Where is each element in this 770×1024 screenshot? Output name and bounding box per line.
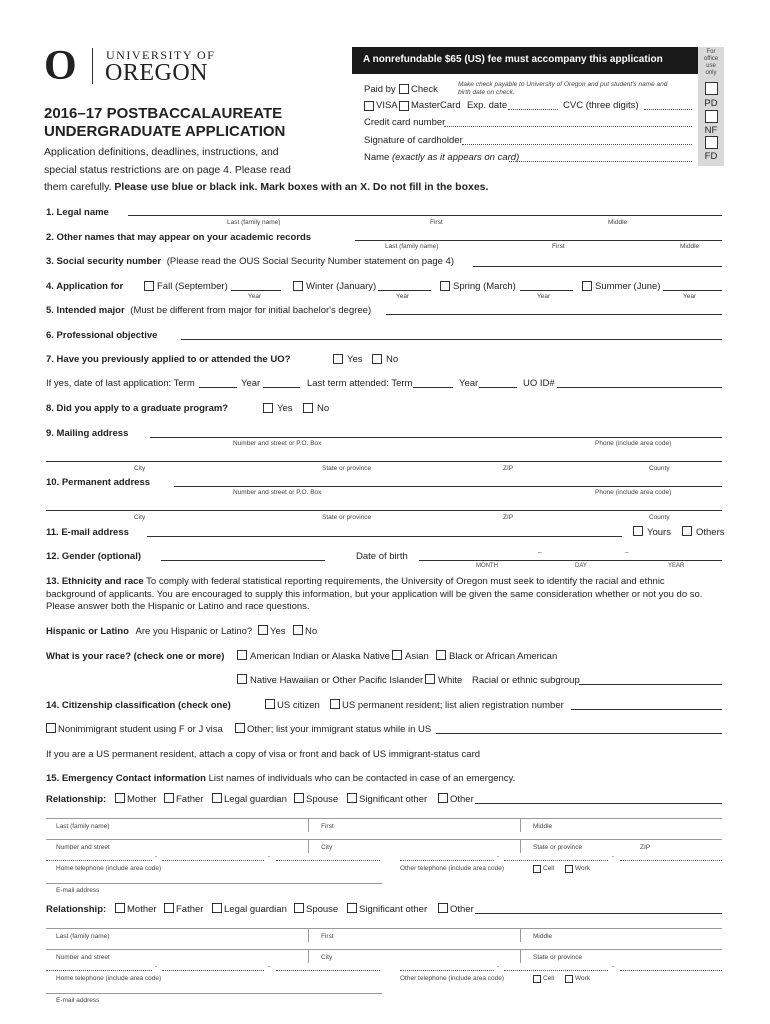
q3-note: (Please read the OUS Social Security Number statement on page 4)	[166, 256, 455, 267]
contact1-home-tel-prefix[interactable]	[162, 860, 264, 861]
contact1-guardian-checkbox[interactable]	[212, 793, 222, 803]
q8-yes-label: Yes	[277, 403, 293, 414]
race-4-label: Native Hawaiian or Other Pacific Islander	[250, 675, 424, 686]
contact2-guardian-checkbox[interactable]	[212, 903, 222, 913]
card-name-label	[364, 152, 519, 163]
summer-label: Summer (June)	[595, 281, 661, 292]
contact1-other-tel-sub: Other telephone (include area code)	[400, 865, 505, 872]
check-checkbox[interactable]	[399, 84, 409, 94]
q7-ifyes-label: If yes, date of last application: Term	[46, 378, 195, 389]
paid-by-label: Paid by	[364, 84, 396, 95]
q4-label: 4. Application for	[46, 281, 124, 292]
visa-label: VISA	[376, 100, 398, 111]
contact1-home-dash-2: -	[268, 853, 271, 860]
contact2-home-tel-area[interactable]	[46, 970, 152, 971]
contact2-state-sub: State or province	[533, 954, 583, 961]
race-3-label: Black or African American	[449, 651, 558, 662]
oregon-text: OREGON	[105, 60, 208, 86]
contact2-sigother-label: Significant other	[359, 904, 428, 915]
q9-city-sub: City	[134, 465, 146, 472]
q15-heading	[46, 773, 515, 784]
contact1-other-tel-number[interactable]	[620, 860, 722, 861]
make-check-note-2: birth date on check.	[458, 89, 515, 96]
permanent-city-field[interactable]	[46, 510, 722, 511]
fall-label: Fall (September)	[157, 281, 228, 292]
race-5-label: White	[438, 675, 463, 686]
q3-label-row	[46, 256, 454, 267]
summer-checkbox[interactable]	[582, 281, 592, 291]
contact1-email-sub: E-mail address	[56, 887, 100, 894]
q8-label: 8. Did you apply to a graduate program?	[46, 403, 229, 414]
q12-label: 12. Gender (optional)	[46, 551, 142, 562]
intro-text-3a: them carefully.	[44, 181, 115, 193]
hispanic-row	[46, 626, 252, 637]
contact1-work-label: Work	[575, 865, 591, 872]
email-yours-label: Yours	[647, 527, 671, 538]
race-3-checkbox[interactable]	[436, 650, 446, 660]
q5-label-row	[46, 305, 371, 316]
cvc-field[interactable]	[644, 109, 692, 110]
race-2-checkbox[interactable]	[392, 650, 402, 660]
contact2-work-label: Work	[575, 975, 591, 982]
q1-sub-middle: Middle	[608, 219, 628, 226]
dob-dash-1: –	[538, 549, 542, 556]
q8-yes-checkbox[interactable]	[263, 403, 273, 413]
exp-date-field[interactable]	[508, 109, 558, 110]
contact1-state-sub: State or province	[533, 844, 583, 851]
other-status-label: Other; list your immigrant status while in US	[247, 724, 432, 735]
contact2-other-checkbox[interactable]	[438, 903, 448, 913]
uo-logo	[44, 45, 77, 87]
contact2-sep-2	[520, 928, 521, 942]
signature-field[interactable]	[462, 144, 692, 145]
spring-year-label: Year	[537, 293, 551, 300]
cvc-label: CVC (three digits)	[563, 100, 639, 111]
contact2-city-sub: City	[321, 954, 333, 961]
contact2-home-tel-sub: Home telephone (include area code)	[56, 975, 162, 982]
immigrant-status-field[interactable]	[436, 733, 722, 734]
contact2-other-tel-number[interactable]	[620, 970, 722, 971]
contact2-sep-1	[308, 928, 309, 942]
q2-sub-middle: Middle	[680, 243, 700, 250]
q10-zip-sub: ZIP	[503, 514, 514, 521]
contact1-guardian-label: Legal guardian	[224, 794, 287, 805]
contact2-name-line[interactable]	[46, 928, 722, 929]
contact2-spouse-label: Spouse	[306, 904, 339, 915]
fall-year-field[interactable]	[231, 290, 281, 291]
q9-phone-sub: Phone (include area code)	[595, 440, 672, 447]
logo-divider	[92, 48, 93, 84]
contact2-sep-4	[520, 949, 521, 963]
winter-checkbox[interactable]	[293, 281, 303, 291]
contact1-address-line[interactable]	[46, 839, 722, 840]
contact1-street-sub: Number and street	[56, 844, 110, 851]
contact1-sigother-checkbox[interactable]	[347, 793, 357, 803]
email-others-checkbox[interactable]	[682, 526, 692, 536]
race-1-label: American Indian or Alaska Native	[250, 651, 390, 662]
intro-text-2: special status restrictions are on page 4. Please read	[44, 164, 291, 176]
contact2-other-tel-area[interactable]	[400, 970, 494, 971]
contact2-other-dash-1: -	[497, 963, 500, 970]
fall-year-label: Year	[248, 293, 262, 300]
contact1-sep-1	[308, 818, 309, 832]
intro-text-3b: Please use blue or black ink. Mark boxes with an X. Do not fill in the boxes.	[114, 181, 489, 193]
q10-phone-sub: Phone (include area code)	[595, 489, 672, 496]
contact1-relationship-label: Relationship:	[46, 794, 107, 805]
visa-checkbox[interactable]	[364, 101, 374, 111]
contact1-cell-label: Cell	[543, 865, 555, 872]
page-title-line2: UNDERGRADUATE APPLICATION	[44, 123, 286, 140]
office-code-fd: FD	[704, 151, 718, 162]
race-question: What is your race? (check one or more)	[46, 651, 225, 662]
q7-yes-label: Yes	[347, 354, 363, 365]
contact2-address-line[interactable]	[46, 949, 722, 950]
hispanic-question: Are you Hispanic or Latino?	[135, 626, 253, 637]
contact1-other-dash-2: -	[612, 853, 615, 860]
office-box-1	[705, 82, 718, 95]
card-name-field[interactable]	[509, 161, 692, 162]
q2-sub-first: First	[552, 243, 565, 250]
intended-major-field[interactable]	[386, 314, 722, 315]
ssn-field[interactable]	[473, 266, 722, 267]
contact1-email-line[interactable]	[46, 883, 382, 884]
winter-year-field[interactable]	[378, 290, 431, 291]
credit-card-number-field[interactable]	[444, 126, 692, 127]
other-status-checkbox[interactable]	[235, 723, 245, 733]
alien-registration-field[interactable]	[571, 709, 722, 710]
contact2-last-sub: Last (family name)	[56, 933, 110, 940]
contact2-mother-label: Mother	[127, 904, 157, 915]
legal-name-field[interactable]	[128, 215, 722, 216]
q9-label: 9. Mailing address	[46, 428, 129, 439]
card-name-label-text: Name	[364, 152, 392, 163]
q2-sub-last: Last (family name)	[385, 243, 439, 250]
q13-text-1a: To comply with federal statistical reporting requirements, the University of Oregon must seek to identify the racial and ethnic	[143, 576, 665, 587]
contact1-home-tel-sub: Home telephone (include area code)	[56, 865, 162, 872]
q13-text-3: Please answer both the Hispanic or Latino and race questions.	[46, 601, 310, 612]
dob-field[interactable]	[419, 560, 722, 561]
race-subgroup-field[interactable]	[579, 684, 722, 685]
contact2-relationship-label: Relationship:	[46, 904, 107, 915]
winter-year-label: Year	[396, 293, 410, 300]
office-use-label-1: For	[706, 49, 716, 55]
contact1-sep-4	[520, 839, 521, 853]
office-code-nf: NF	[704, 125, 718, 136]
contact2-mother-checkbox[interactable]	[115, 903, 125, 913]
q8-no-label: No	[317, 403, 330, 414]
contact1-father-label: Father	[176, 794, 204, 805]
email-yours-checkbox[interactable]	[633, 526, 643, 536]
contact2-street-sub: Number and street	[56, 954, 110, 961]
q7-no-checkbox[interactable]	[372, 354, 382, 364]
office-use-label-2: office	[703, 56, 719, 62]
contact1-other-label: Other	[450, 794, 474, 805]
contact2-home-dash-1: -	[155, 963, 158, 970]
contact2-middle-sub: Middle	[533, 933, 553, 940]
contact1-spouse-checkbox[interactable]	[294, 793, 304, 803]
summer-year-label: Year	[683, 293, 697, 300]
contact2-sep-3	[308, 949, 309, 963]
q9-state-sub: State or province	[322, 465, 372, 472]
race-subgroup-label: Racial or ethnic subgroup	[472, 675, 580, 686]
q9-zip-sub: ZIP	[503, 465, 514, 472]
dob-year-sub: YEAR	[668, 563, 685, 569]
intro-text-1: Application definitions, deadlines, instructions, and	[44, 146, 279, 158]
professional-objective-field[interactable]	[181, 339, 722, 340]
q10-street-sub: Number and street or P.O. Box	[233, 489, 322, 496]
contact2-other-field[interactable]	[475, 913, 722, 914]
contact2-father-checkbox[interactable]	[164, 903, 174, 913]
contact1-sep-2	[520, 818, 521, 832]
q3-label: 3. Social security number	[46, 256, 162, 267]
contact1-name-line[interactable]	[46, 818, 722, 819]
contact1-other-field[interactable]	[475, 803, 722, 804]
hispanic-no-label: No	[305, 626, 318, 637]
q15-text: List names of individuals who can be contacted in case of an emergency.	[205, 773, 516, 784]
us-citizen-checkbox[interactable]	[265, 699, 275, 709]
q11-label: 11. E-mail address	[46, 527, 129, 538]
contact1-work-checkbox[interactable]	[565, 865, 573, 873]
q15-label: 15. Emergency Contact information	[46, 773, 206, 784]
q10-city-sub: City	[134, 514, 146, 521]
winter-label: Winter (January)	[306, 281, 377, 292]
contact2-home-tel-number[interactable]	[276, 970, 380, 971]
contact1-first-sub: First	[321, 823, 334, 830]
mastercard-label: MasterCard	[411, 100, 461, 111]
contact1-sigother-label: Significant other	[359, 794, 428, 805]
other-names-field[interactable]	[355, 240, 722, 241]
contact1-mother-checkbox[interactable]	[115, 793, 125, 803]
nonimmigrant-checkbox[interactable]	[46, 723, 56, 733]
email-field[interactable]	[147, 536, 622, 537]
contact2-home-dash-2: -	[268, 963, 271, 970]
us-perm-checkbox[interactable]	[330, 699, 340, 709]
office-box-3	[705, 136, 718, 149]
q5-label: 5. Intended major	[46, 305, 125, 316]
q7-no-label: No	[386, 354, 399, 365]
dob-label: Date of birth	[356, 551, 408, 562]
contact2-spouse-checkbox[interactable]	[294, 903, 304, 913]
q1-sub-first: First	[430, 219, 443, 226]
contact1-other-dash-1: -	[497, 853, 500, 860]
email-others-label: Others	[696, 527, 725, 538]
contact2-home-tel-prefix[interactable]	[162, 970, 264, 971]
fee-banner-text: A nonrefundable $65 (US) fee must accompany this application	[363, 54, 663, 65]
uo-logo-mark: O	[44, 43, 77, 89]
contact1-home-tel-number[interactable]	[276, 860, 380, 861]
exp-date-label: Exp. date	[467, 100, 508, 111]
mastercard-checkbox[interactable]	[399, 101, 409, 111]
q10-state-sub: State or province	[322, 514, 372, 521]
spring-checkbox[interactable]	[440, 281, 450, 291]
contact2-first-sub: First	[321, 933, 334, 940]
page-title-line1: 2016–17 POSTBACCALAUREATE	[44, 105, 283, 122]
q7-year-label: Year	[241, 378, 261, 389]
q1-label: 1. Legal name	[46, 207, 109, 218]
contact1-sep-3	[308, 839, 309, 853]
gender-field[interactable]	[161, 560, 325, 561]
contact1-other-tel-area[interactable]	[400, 860, 494, 861]
office-use-label-4: only	[705, 70, 717, 76]
hispanic-yes-checkbox[interactable]	[258, 625, 268, 635]
contact1-city-sub: City	[321, 844, 333, 851]
contact2-other-label: Other	[450, 904, 474, 915]
q7-year-field[interactable]	[263, 387, 300, 388]
contact2-cell-checkbox[interactable]	[533, 975, 541, 983]
q1-sub-last: Last (family name)	[227, 219, 281, 226]
q9-county-sub: County	[649, 465, 670, 472]
race-2-label: Asian	[405, 651, 429, 662]
q7-year2-label: Year	[459, 378, 479, 389]
university-of-text: UNIVERSITY OF	[106, 48, 216, 62]
q7-yes-checkbox[interactable]	[333, 354, 343, 364]
signature-label: Signature of cardholder	[364, 135, 463, 146]
contact1-other-tel-prefix[interactable]	[504, 860, 608, 861]
dob-day-sub: DAY	[575, 563, 587, 569]
office-code-pd: PD	[704, 98, 718, 109]
contact1-father-checkbox[interactable]	[164, 793, 174, 803]
q10-county-sub: County	[649, 514, 670, 521]
contact2-guardian-label: Legal guardian	[224, 904, 287, 915]
contact2-email-sub: E-mail address	[56, 997, 100, 1004]
us-citizen-label: US citizen	[277, 700, 320, 711]
q14-label: 14. Citizenship classification (check one)	[46, 700, 231, 711]
q14-note: If you are a US permanent resident, attach a copy of visa or front and back of US immigrant-status card	[46, 749, 481, 760]
mailing-city-field[interactable]	[46, 461, 722, 462]
card-name-hint: (exactly as it appears on card)	[391, 152, 520, 163]
intro-text-3	[44, 181, 488, 193]
contact1-middle-sub: Middle	[533, 823, 553, 830]
contact1-cell-checkbox[interactable]	[533, 865, 541, 873]
q8-no-checkbox[interactable]	[303, 403, 313, 413]
q7-term-field[interactable]	[199, 387, 237, 388]
uoid-field[interactable]	[557, 387, 722, 388]
contact2-father-label: Father	[176, 904, 204, 915]
race-1-checkbox[interactable]	[237, 650, 247, 660]
us-perm-label: US permanent resident; list alien registration number	[342, 700, 564, 711]
mailing-street-field[interactable]	[150, 437, 722, 438]
contact2-email-line[interactable]	[46, 993, 382, 994]
q9-street-sub: Number and street or P.O. Box	[233, 440, 322, 447]
q7-label: 7. Have you previously applied to or attended the UO?	[46, 354, 291, 365]
contact1-last-sub: Last (family name)	[56, 823, 110, 830]
q7-last-term-field[interactable]	[413, 387, 453, 388]
spring-year-field[interactable]	[520, 290, 573, 291]
hispanic-no-checkbox[interactable]	[293, 625, 303, 635]
nonimmigrant-label: Nonimmigrant student using F or J visa	[58, 724, 223, 735]
q7-last-term-label: Last term attended: Term	[307, 378, 413, 389]
summer-year-field[interactable]	[663, 290, 722, 291]
office-use-label-3: use	[706, 63, 716, 69]
contact2-other-dash-2: -	[612, 963, 615, 970]
check-label: Check	[411, 84, 438, 95]
contact2-other-tel-sub: Other telephone (include area code)	[400, 975, 505, 982]
office-box-2	[705, 110, 718, 123]
q7-year2-field[interactable]	[479, 387, 517, 388]
fall-checkbox[interactable]	[144, 281, 154, 291]
contact1-mother-label: Mother	[127, 794, 157, 805]
hispanic-label: Hispanic or Latino	[46, 626, 129, 637]
q13-text-1	[46, 576, 665, 587]
dob-dash-2: –	[625, 549, 629, 556]
contact1-other-checkbox[interactable]	[438, 793, 448, 803]
permanent-street-field[interactable]	[174, 486, 722, 487]
contact1-home-dash-1: -	[155, 853, 158, 860]
race-5-checkbox[interactable]	[425, 674, 435, 684]
contact1-spouse-label: Spouse	[306, 794, 339, 805]
q5-note: (Must be different from major for initial bachelor's degree)	[130, 305, 372, 316]
race-4-checkbox[interactable]	[237, 674, 247, 684]
contact1-home-tel-area[interactable]	[46, 860, 152, 861]
contact2-work-checkbox[interactable]	[565, 975, 573, 983]
q7-uoid-label: UO ID#	[523, 378, 555, 389]
contact2-other-tel-prefix[interactable]	[504, 970, 608, 971]
contact1-zip-sub: ZIP	[640, 844, 651, 851]
q13-label: 13. Ethnicity and race	[46, 576, 144, 587]
credit-card-number-label: Credit card number	[364, 117, 446, 128]
q13-text-2: background of applicants. You are encouraged to supply this information, but your application will be given the same consideration whether or not you do so.	[46, 589, 703, 600]
spring-label: Spring (March)	[453, 281, 516, 292]
q10-label: 10. Permanent address	[46, 477, 151, 488]
contact2-sigother-checkbox[interactable]	[347, 903, 357, 913]
hispanic-yes-label: Yes	[270, 626, 286, 637]
make-check-note-1: Make check payable to University of Oregon and put student's name and	[458, 81, 668, 88]
q2-label: 2. Other names that may appear on your academic records	[46, 232, 312, 243]
dob-month-sub: MONTH	[476, 563, 498, 569]
q6-label: 6. Professional objective	[46, 330, 158, 341]
contact2-cell-label: Cell	[543, 975, 555, 982]
